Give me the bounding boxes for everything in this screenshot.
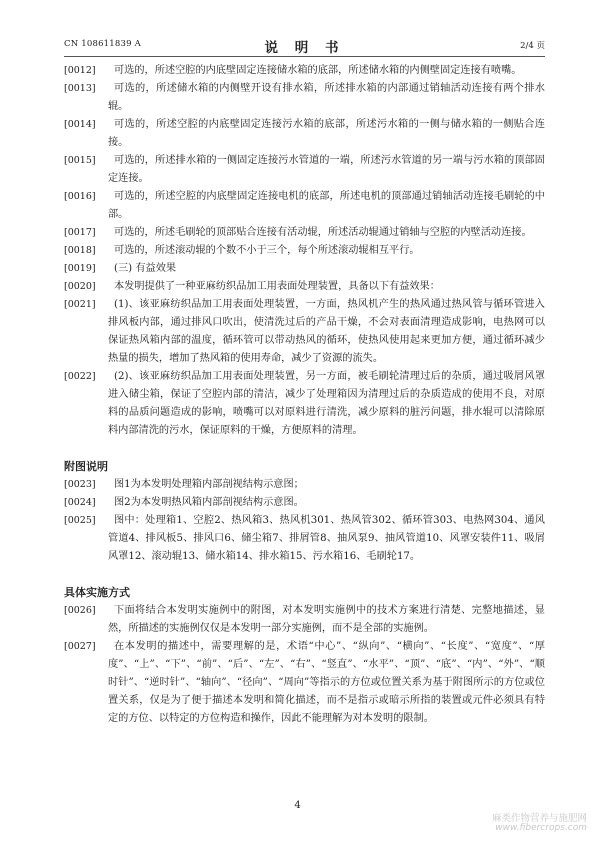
paragraph-number: [0019] bbox=[64, 263, 96, 274]
paragraph-number: [0014] bbox=[64, 119, 96, 130]
paragraph-text: 可选的，所述储水箱的内侧壁开设有排水箱，所述排水箱的内部通过销轴活动连接有两个排水辊。 bbox=[108, 83, 545, 112]
header-rule bbox=[64, 56, 545, 57]
paragraph-number: [0020] bbox=[64, 281, 96, 292]
paragraph-text: 可选的，所述空腔的内底壁固定连接电机的底部，所述电机的顶部通过销轴活动连接毛刷轮的中部。 bbox=[108, 191, 545, 220]
paragraph-number: [0012] bbox=[64, 65, 96, 76]
paragraph-text: 可选的，所述空腔的内底壁固定连接储水箱的底部，所述储水箱的内侧壁固定连接有喷嘴。 bbox=[114, 65, 522, 76]
paragraph-number: [0026] bbox=[64, 605, 96, 616]
paragraph-group-summary bbox=[64, 62, 545, 440]
section-heading-figures: 附图说明 bbox=[64, 460, 108, 473]
paragraph bbox=[64, 188, 545, 224]
paragraph bbox=[64, 368, 545, 440]
paragraph-text: 可选的，所述毛刷轮的顶部贴合连接有活动辊，所述活动辊通过销轴与空腔的内壁活动连接。 bbox=[114, 227, 532, 238]
paragraph bbox=[64, 296, 545, 368]
paragraph-text: (1)、该亚麻纺织品加工用表面处理装置，一方面，热风机产生的热风通过热风管与循环管进入排风板内部，通过排风口吹出，使清洗过后的产品干燥，不会对表面清理造成影响，电热网可以保证热风箱内部的温度，循环管可以带动热风的循环，使热风使用起来更加方便，通过循环减少热量的损失，增加了热风箱的使用寿命，减少了资源的流失。 bbox=[108, 299, 545, 364]
paragraph-number: [0015] bbox=[64, 155, 96, 166]
patent-number: CN 108611839 A bbox=[64, 39, 141, 49]
paragraph bbox=[64, 242, 545, 260]
paragraph-text: 图1为本发明处理箱内部剖视结构示意图； bbox=[114, 479, 304, 490]
paragraph-number: [0025] bbox=[64, 515, 96, 526]
watermark-site-name: 麻类作物营养与施肥网 bbox=[491, 813, 587, 824]
page-number: 4 bbox=[294, 800, 301, 811]
paragraph-text: 可选的，所述空腔的内底壁固定连接污水箱的底部，所述污水箱的一侧与储水箱的一侧贴合连接。 bbox=[108, 119, 545, 148]
paragraph-number: [0023] bbox=[64, 479, 96, 490]
paragraph bbox=[64, 602, 545, 638]
paragraph bbox=[64, 116, 545, 152]
paragraph-text: (2)、该亚麻纺织品加工用表面处理装置，另一方面，被毛刷轮清理过后的杂质，通过吸屑风罩进入储尘箱，保证了空腔内部的清洁，减少了处理箱因为清理过后的杂质造成的使用不良，对原料的品质问题造成的影响，喷嘴可以对原料进行清洗，减少原料的脏污问题，排水辊可以清除原料内部清洗的污水，保证原料的干燥，方便原料的清理。 bbox=[108, 371, 545, 436]
paragraph bbox=[64, 278, 545, 296]
paragraph bbox=[64, 512, 545, 566]
paragraph bbox=[64, 80, 545, 116]
watermark-url: www.fibercrops.com bbox=[495, 823, 587, 833]
paragraph-number: [0027] bbox=[64, 641, 96, 652]
paragraph-text: 图2为本发明热风箱内部剖视结构示意图。 bbox=[114, 497, 304, 508]
paragraph-number: [0017] bbox=[64, 227, 96, 238]
document-title: 说 明 书 bbox=[264, 40, 345, 56]
paragraph-group-embodiment bbox=[64, 602, 545, 728]
paragraph bbox=[64, 62, 545, 80]
paragraph bbox=[64, 494, 545, 512]
paragraph-text: 图中：处理箱1、空腔2、热风箱3、热风机301、热风管302、循环管303、电热网304、通风管道4、排风板5、排风口6、储尘箱7、排屑管8、抽风泵9、抽风管道10、风罩安装件11、吸屑风罩12、滚动辊13、储水箱14、排水箱15、污水箱16、毛刷轮17。 bbox=[108, 515, 545, 562]
paragraph-text: (三) 有益效果 bbox=[114, 263, 177, 274]
paragraph-text: 可选的，所述排水箱的一侧固定连接污水管道的一端，所述污水管道的另一端与污水箱的顶部固定连接。 bbox=[108, 155, 545, 184]
paragraph-group-figures bbox=[64, 476, 545, 566]
paragraph bbox=[64, 260, 545, 278]
page-ratio: 2/4 页 bbox=[520, 41, 545, 51]
paragraph bbox=[64, 638, 545, 728]
paragraph bbox=[64, 476, 545, 494]
paragraph-number: [0018] bbox=[64, 245, 96, 256]
document-body bbox=[64, 62, 545, 728]
paragraph-number: [0022] bbox=[64, 371, 96, 382]
section-heading-embodiment: 具体实施方式 bbox=[64, 586, 130, 599]
paragraph-text: 可选的，所述滚动辊的个数不小于三个，每个所述滚动辊相互平行。 bbox=[114, 245, 420, 256]
paragraph-text: 在本发明的描述中，需要理解的是，术语“中心”、“纵向”、“横向”、“长度”、“宽度”、“厚度”、“上”、“下”、“前”、“后”、“左”、“右”、“竖直”、“水平”、“顶”、“底”、“内”、“外”、“顺时针”、“逆时针”、“轴向”、“径向”、“周向”等指示的方位或位置关系为基于附图所示的方位或位置关系，仅是为了便于描述本发明和简化描述，而不是指示或暗示所指的装置或元件必须具有特定的方位、以特定的方位构造和操作，因此不能理解为对本发明的限制。 bbox=[108, 641, 545, 724]
paragraph-number: [0016] bbox=[64, 191, 96, 202]
paragraph-text: 下面将结合本发明实施例中的附图，对本发明实施例中的技术方案进行清楚、完整地描述，显然，所描述的实施例仅仅是本发明一部分实施例，而不是全部的实施例。 bbox=[108, 605, 545, 634]
paragraph bbox=[64, 224, 545, 242]
paragraph-number: [0021] bbox=[64, 299, 96, 310]
page-header bbox=[64, 36, 545, 56]
paragraph bbox=[64, 152, 545, 188]
paragraph-number: [0024] bbox=[64, 497, 96, 508]
paragraph-number: [0013] bbox=[64, 83, 96, 94]
paragraph-text: 本发明提供了一种亚麻纺织品加工用表面处理装置，具备以下有益效果： bbox=[114, 281, 440, 292]
